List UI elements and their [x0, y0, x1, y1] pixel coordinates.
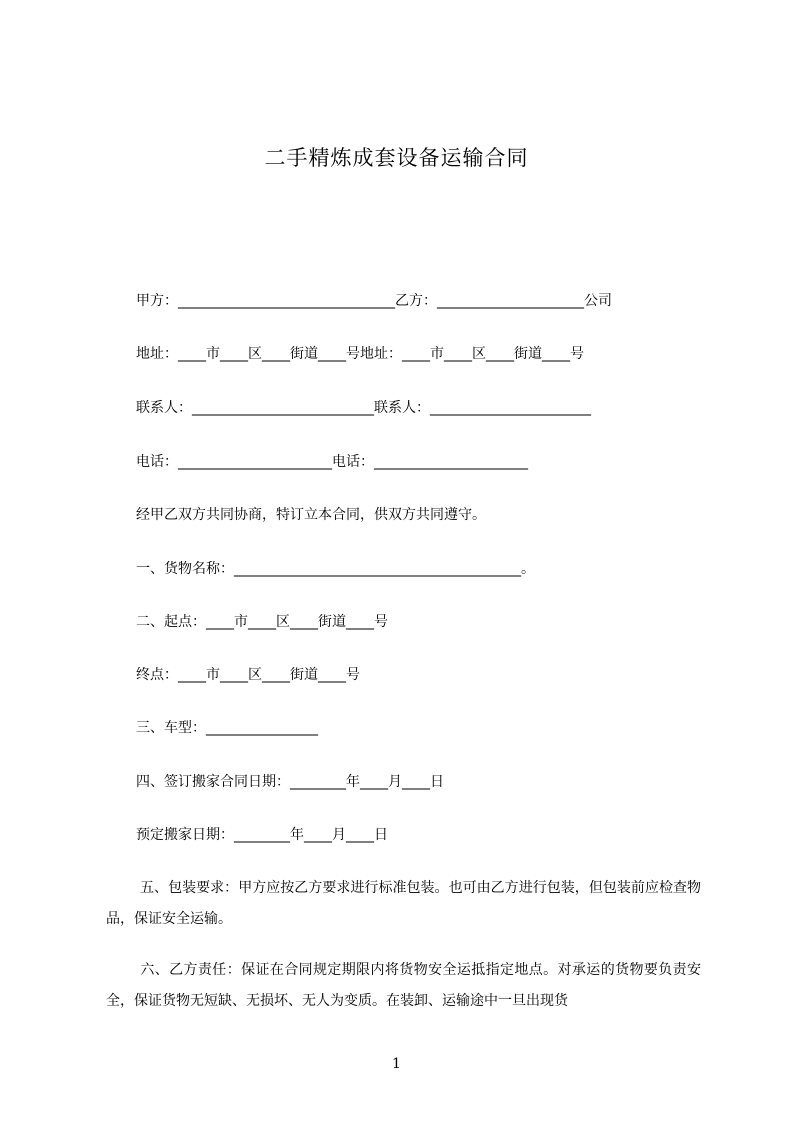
clause-sign-date: 四、签订搬家合同日期：________年____月____日 [136, 774, 444, 790]
clause-packaging-text: 五、包装要求：甲方应按乙方要求进行标准包装。也可由乙方进行包装，但包装前应检查物品，保证安全运输。 [106, 880, 701, 927]
clause-origin: 二、起点：____市____区____街道____号 [136, 614, 388, 630]
clause-destination: 终点：____市____区____街道____号 [136, 667, 360, 683]
clause-packaging [106, 873, 701, 935]
phones-line: 电话：______________________电话：______________________ [136, 454, 528, 470]
clause-goods-name: 一、货物名称：_________________________________________。 [136, 561, 535, 577]
clause-carrier-duty [106, 955, 701, 1017]
contact-persons-line: 联系人：__________________________联系人：_______________________ [136, 400, 591, 416]
clause-move-date: 预定搬家日期：________年____月____日 [136, 827, 388, 843]
preamble-line: 经甲乙双方共同协商，特订立本合同，供双方共同遵守。 [136, 507, 486, 523]
clause-vehicle-type: 三、车型：________________ [136, 720, 318, 736]
party-names-line: 甲方：_______________________________乙方：_____________________公司 [136, 293, 612, 309]
document-title: 二手精炼成套设备运输合同 [264, 146, 529, 170]
party-addresses-line: 地址：____市____区____街道____号地址：____市____区____街道____号 [136, 346, 584, 362]
page-number: 1 [392, 1056, 401, 1072]
clause-carrier-duty-text: 六、乙方责任：保证在合同规定期限内将货物安全运抵指定地点。对承运的货物要负责安全，保证货物无短缺、无损坏、无人为变质。在装卸、运输途中一旦出现货 [106, 962, 701, 1009]
